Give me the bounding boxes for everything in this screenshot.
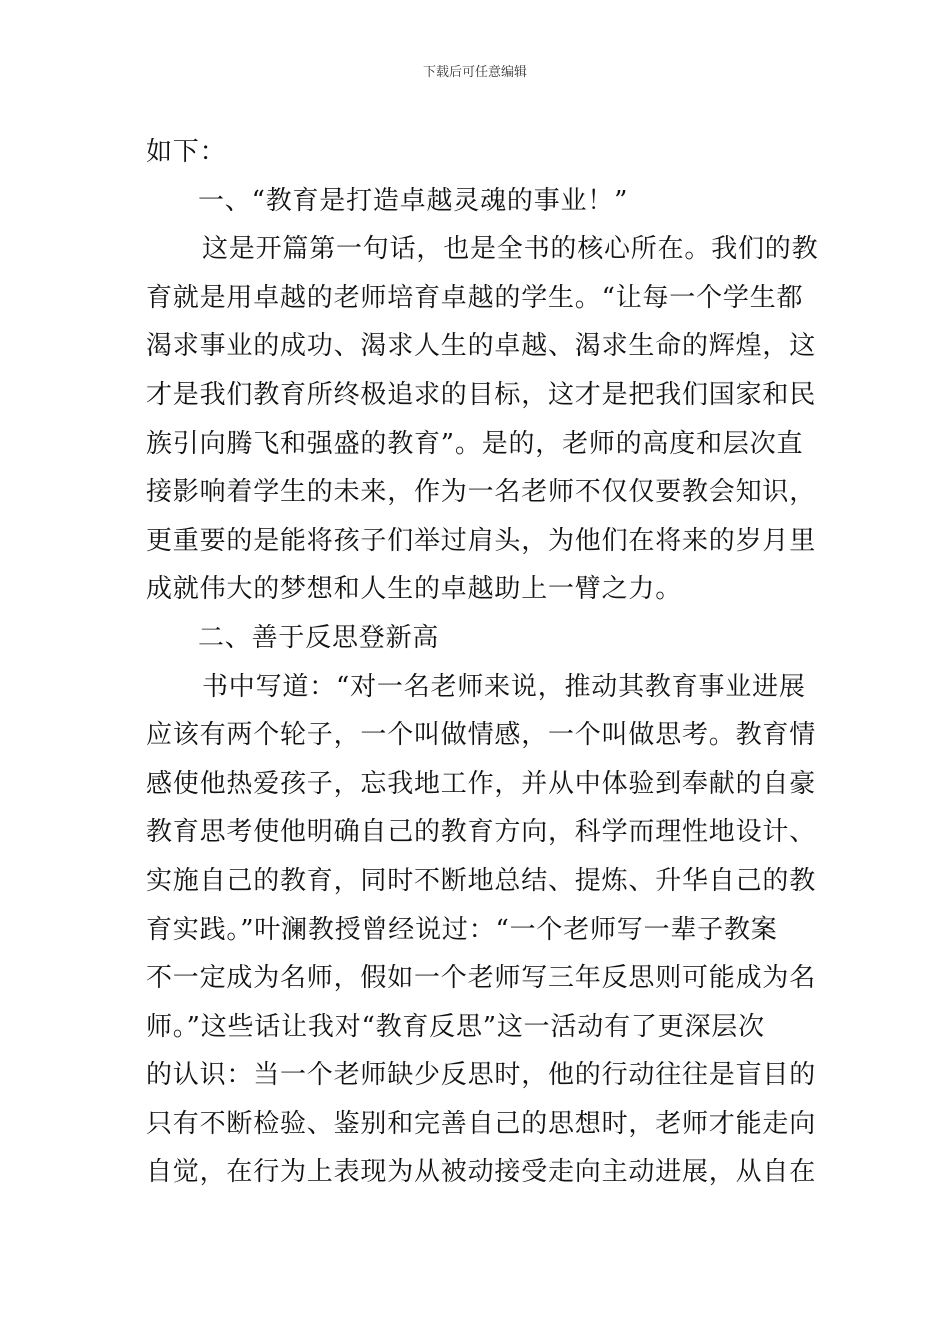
- text-line: 接影响着学生的未来，作为一名老师不仅仅要教会知识，: [146, 477, 817, 508]
- section-heading-1: 一、“教育是打造卓越灵魂的事业！”: [198, 185, 629, 216]
- text-line: 实施自己的教育，同时不断地总结、提炼、升华自己的教: [146, 865, 817, 896]
- text-line: 渴求事业的成功、渴求人生的卓越、渴求生命的辉煌，这: [146, 331, 817, 362]
- text-line: 才是我们教育所终极追求的目标，这才是把我们国家和民: [146, 379, 817, 410]
- text-line: 育就是用卓越的老师培育卓越的学生。“让每一个学生都: [146, 282, 804, 313]
- text-line: 如下：: [146, 137, 227, 167]
- text-line: 感使他热爱孩子，忘我地工作，并从中体验到奉献的自豪: [146, 768, 817, 799]
- text-line: 的认识：当一个老师缺少反思时，他的行动往往是盲目的: [146, 1060, 817, 1091]
- text-line: 只有不断检验、鉴别和完善自己的思想时，老师才能走向: [146, 1108, 817, 1139]
- text-line: 应该有两个轮子，一个叫做情感，一个叫做思考。教育情: [146, 720, 817, 751]
- text-line: 更重要的是能将孩子们举过肩头，为他们在将来的岁月里: [146, 525, 817, 556]
- text-line: 成就伟大的梦想和人生的卓越助上一臂之力。: [146, 574, 683, 605]
- text-line: 教育思考使他明确自己的教育方向，科学而理性地设计、: [146, 817, 817, 848]
- text-line: 自觉，在行为上表现为从被动接受走向主动进展，从自在: [146, 1157, 817, 1188]
- text-line: 书中写道：“对一名老师来说，推动其教育事业进展: [202, 671, 806, 702]
- text-line: 育实践。”叶澜教授曾经说过：“一个老师写一辈子教案: [146, 914, 778, 945]
- text-line: 族引向腾飞和强盛的教育”。是的，老师的高度和层次直: [146, 428, 804, 459]
- text-line: 这是开篇第一句话，也是全书的核心所在。我们的教: [202, 234, 819, 265]
- section-heading-2: 二、善于反思登新高: [198, 622, 440, 653]
- page-header-note: 下载后可任意编辑: [422, 65, 527, 80]
- document-body: [146, 128, 819, 1197]
- text-line: 不一定成为名师，假如一个老师写三年反思则可能成为名: [146, 963, 817, 994]
- text-line: 师。”这些话让我对“教育反思”这一活动有了更深层次: [146, 1011, 765, 1042]
